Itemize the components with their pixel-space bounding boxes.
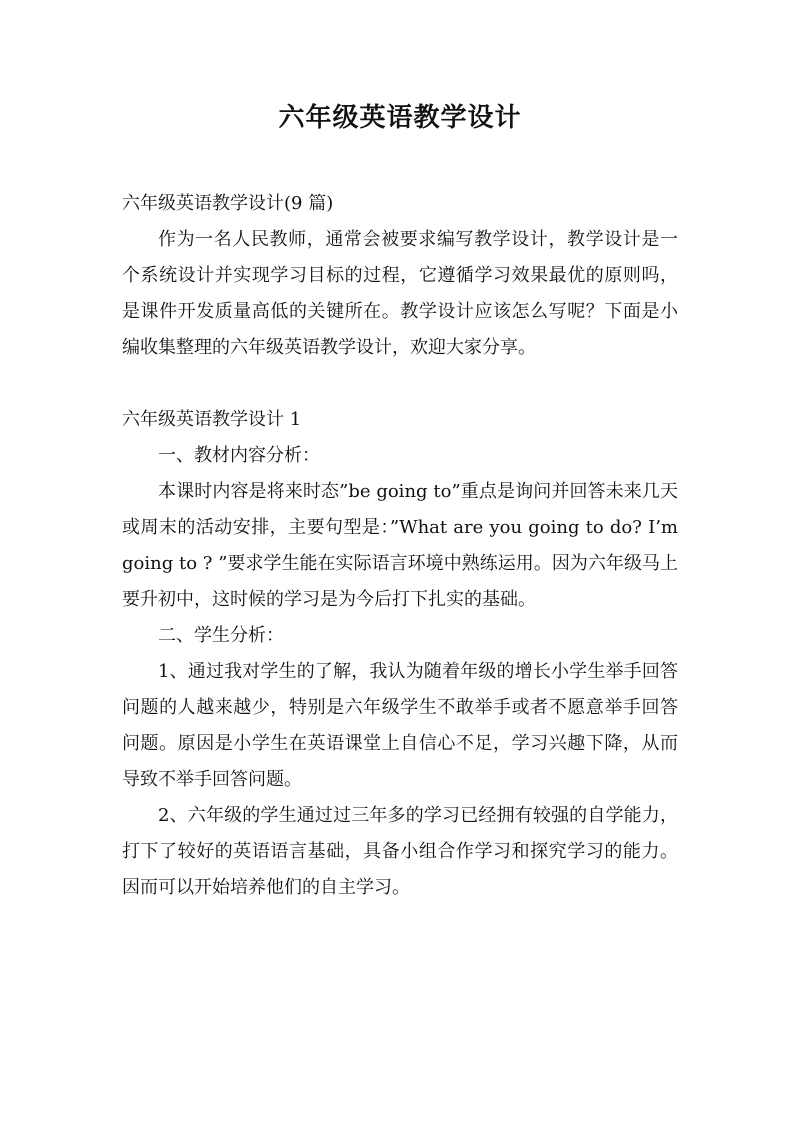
intro-paragraph: 作为一名人民教师，通常会被要求编写教学设计，教学设计是一个系统设计并实现学习目标的过程，它遵循学习效果最优的原则吗，是课件开发质量高低的关键所在。教学设计应该怎么写呢？下面是小编收集整理的六年级英语教学设计，欢迎大家分享。 xyxy=(122,229,678,358)
document-subtitle: 六年级英语教学设计(9 篇) xyxy=(122,193,334,214)
part1-paragraph: 本课时内容是将来时态”be going to”重点是询问并回答未来几天或周末的活动安排，主要句型是：”What are you going to do? I’m going to ? ”要求学生能在实际语言环境中熟练运用。因为六年级马上要升初中，这时候的学习是为今后打下扎实的基础。 xyxy=(122,481,678,610)
part1-heading: 一、教材内容分析： xyxy=(158,445,320,466)
document-body xyxy=(122,186,678,906)
section-heading: 六年级英语教学设计 1 xyxy=(122,409,302,430)
paragraph-gap xyxy=(122,366,678,402)
student-analysis-point-2: 2、六年级的学生通过过三年多的学习已经拥有较强的自学能力，打下了较好的英语语言基础，具备小组合作学习和探究学习的能力。因而可以开始培养他们的自主学习。 xyxy=(122,805,678,898)
student-analysis-point-1: 1、通过我对学生的了解，我认为随着年级的增长小学生举手回答问题的人越来越少，特别是六年级学生不敢举手或者不愿意举手回答问题。原因是小学生在英语课堂上自信心不足，学习兴趣下降，从而导致不举手回答问题。 xyxy=(122,661,678,790)
document-title: 六年级英语教学设计 xyxy=(278,103,522,133)
part2-heading: 二、学生分析： xyxy=(158,625,284,646)
